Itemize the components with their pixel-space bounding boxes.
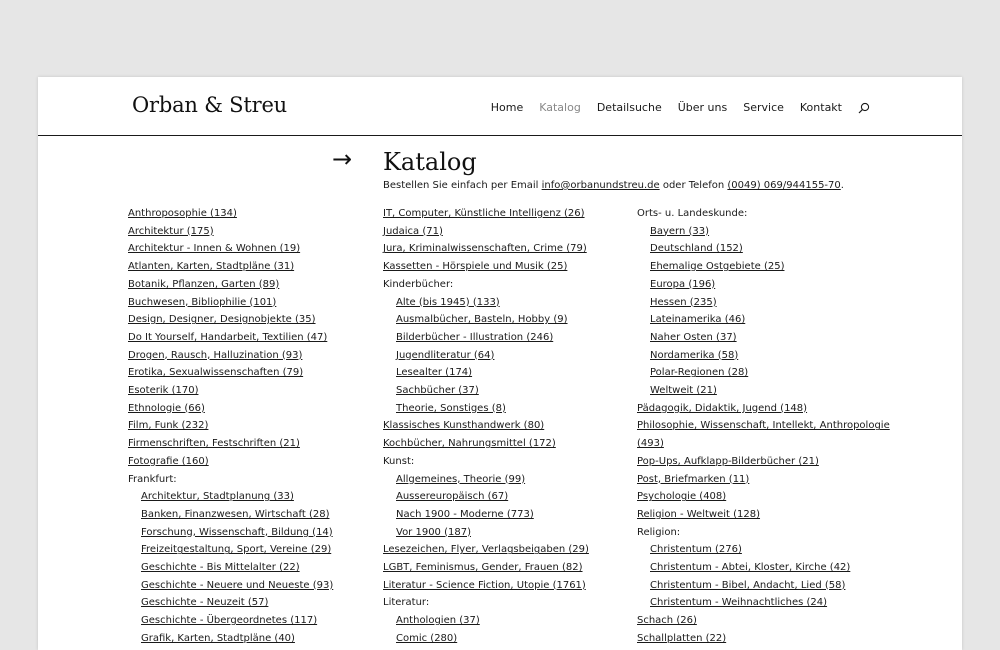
phone-link[interactable]: (0049) 069/944155-70 xyxy=(727,180,841,191)
category-link[interactable]: Deutschland (152) xyxy=(650,243,743,255)
category-item xyxy=(637,488,890,506)
subcategory-item xyxy=(383,612,589,630)
category-link[interactable]: Forschung, Wissenschaft, Bildung (14) xyxy=(141,526,333,538)
category-link[interactable]: Judaica (71) xyxy=(383,225,443,237)
category-link[interactable]: Architektur - Innen & Wohnen (19) xyxy=(128,243,301,255)
category-link[interactable]: Europa (196) xyxy=(650,278,716,290)
category-link[interactable]: Lesealter (174) xyxy=(396,367,473,379)
subcategory-item xyxy=(637,347,890,365)
category-heading: Orts- u. Landeskunde: xyxy=(637,208,748,219)
subcategory-item xyxy=(128,488,333,506)
category-link[interactable]: Freizeitgestaltung, Sport, Vereine (29) xyxy=(141,544,332,556)
category-link[interactable]: Kassetten - Hörspiele und Musik (25) xyxy=(383,261,568,273)
main-nav xyxy=(491,101,870,114)
category-link[interactable]: Theorie, Sonstiges (8) xyxy=(396,402,506,414)
category-item xyxy=(383,541,589,559)
category-item xyxy=(128,329,333,347)
subcategory-item xyxy=(383,294,589,312)
subcategory-item xyxy=(128,559,333,577)
subcategory-item xyxy=(128,506,333,524)
subcategory-item xyxy=(637,294,890,312)
nav-item-home[interactable]: Home xyxy=(490,101,524,114)
category-link[interactable]: Architektur (175) xyxy=(128,225,214,237)
category-item xyxy=(128,311,333,329)
category-link[interactable]: Geschichte - Übergeordnetes (117) xyxy=(141,615,318,627)
category-item xyxy=(637,400,890,418)
category-link[interactable]: Christentum (276) xyxy=(650,544,742,556)
category-column-1 xyxy=(128,205,333,648)
category-link[interactable]: Lesezeichen, Flyer, Verlagsbeigaben (29) xyxy=(383,544,589,556)
category-link[interactable]: Bilderbücher - Illustration (246) xyxy=(396,331,554,343)
category-link[interactable]: Geschichte - Neuere und Neueste (93) xyxy=(141,579,334,591)
category-link[interactable]: IT, Computer, Künstliche Intelligenz (26) xyxy=(383,208,585,219)
subcategory-item xyxy=(383,524,589,542)
category-item xyxy=(383,417,589,435)
subcategory-item xyxy=(383,488,589,506)
arrow-right-icon: → xyxy=(332,145,353,173)
category-link[interactable]: Do It Yourself, Handarbeit, Textilien (47) xyxy=(128,331,328,343)
category-link[interactable]: Comic (280) xyxy=(396,632,458,644)
category-item xyxy=(128,240,333,258)
category-link[interactable]: Hessen (235) xyxy=(650,296,717,308)
search-icon[interactable] xyxy=(858,102,870,114)
category-link[interactable]: Christentum - Abtei, Kloster, Kirche (42) xyxy=(650,562,851,574)
category-link[interactable]: Klassisches Kunsthandwerk (80) xyxy=(383,420,545,432)
category-heading: Kunst: xyxy=(383,455,415,467)
subcategory-item xyxy=(128,594,333,612)
category-link[interactable]: Lateinamerika (46) xyxy=(650,314,746,326)
category-link[interactable]: Architektur, Stadtplanung (33) xyxy=(141,491,294,503)
subcategory-item xyxy=(637,276,890,294)
category-item xyxy=(383,258,589,276)
category-link[interactable]: Post, Briefmarken (11) xyxy=(637,473,750,485)
category-link[interactable]: Religion - Weltweit (128) xyxy=(637,508,761,520)
category-link[interactable]: Naher Osten (37) xyxy=(650,331,737,343)
category-item xyxy=(128,294,333,312)
category-link[interactable]: Esoterik (170) xyxy=(128,385,199,397)
subcategory-item xyxy=(383,471,589,489)
category-link[interactable]: Polar-Regionen (28) xyxy=(650,367,749,379)
category-link[interactable]: Alte (bis 1945) (133) xyxy=(396,296,500,308)
category-item xyxy=(637,453,890,471)
category-column-3 xyxy=(637,205,890,648)
category-column-2 xyxy=(383,205,589,648)
category-link[interactable]: Jugendliteratur (64) xyxy=(396,349,495,361)
category-item xyxy=(383,559,589,577)
category-link[interactable]: LGBT, Feminismus, Gender, Frauen (82) xyxy=(383,562,583,574)
category-item xyxy=(128,453,333,471)
category-link[interactable]: Schach (26) xyxy=(637,615,697,627)
category-item xyxy=(128,223,333,241)
category-link[interactable]: Philosophie, Wissenschaft, Intellekt, Anthropologie xyxy=(637,420,890,432)
category-item xyxy=(637,630,890,648)
category-link[interactable]: Erotika, Sexualwissenschaften (79) xyxy=(128,367,304,379)
subcategory-item xyxy=(383,382,589,400)
category-link[interactable]: Kochbücher, Nahrungsmittel (172) xyxy=(383,438,556,450)
category-link[interactable]: Nach 1900 - Moderne (773) xyxy=(396,508,534,520)
category-item xyxy=(637,612,890,630)
subcategory-item xyxy=(128,524,333,542)
subcategory-item xyxy=(637,559,890,577)
subcategory-item xyxy=(383,630,589,648)
category-item xyxy=(383,240,589,258)
category-item xyxy=(128,382,333,400)
nav-item-detailsuche[interactable]: Detailsuche xyxy=(596,101,662,114)
category-link[interactable]: Geschichte - Bis Mittelalter (22) xyxy=(141,562,300,574)
category-item xyxy=(128,347,333,365)
subcategory-item xyxy=(383,400,589,418)
nav-item-service[interactable]: Service xyxy=(743,101,784,114)
category-link[interactable]: Anthroposophie (134) xyxy=(128,208,237,219)
category-item xyxy=(637,435,890,453)
subcategory-item xyxy=(128,630,333,648)
category-item xyxy=(383,435,589,453)
category-link[interactable]: Sachbücher (37) xyxy=(396,385,479,397)
site-logo[interactable]: Orban & Streu xyxy=(132,93,288,117)
category-link[interactable]: Ehemalige Ostgebiete (25) xyxy=(650,261,785,273)
category-link[interactable]: Anthologien (37) xyxy=(396,615,480,627)
category-link[interactable]: Drogen, Rausch, Halluzination (93) xyxy=(128,349,303,361)
page-container xyxy=(38,77,962,650)
category-item xyxy=(637,471,890,489)
subcategory-item xyxy=(637,329,890,347)
category-link[interactable]: Jura, Kriminalwissenschaften, Crime (79) xyxy=(383,243,587,255)
subcategory-item xyxy=(637,541,890,559)
category-heading: Religion: xyxy=(637,526,681,538)
category-item xyxy=(637,417,890,435)
category-item xyxy=(128,400,333,418)
category-heading: Kinderbücher: xyxy=(383,278,454,290)
subcategory-item xyxy=(383,347,589,365)
category-item xyxy=(383,577,589,595)
subcategory-item xyxy=(128,541,333,559)
category-link[interactable]: Ausmalbücher, Basteln, Hobby (9) xyxy=(396,314,568,326)
category-item xyxy=(128,417,333,435)
intro-suffix: . xyxy=(840,180,844,191)
subcategory-item xyxy=(637,577,890,595)
category-link[interactable]: (493) xyxy=(637,438,664,450)
email-link[interactable]: info@orbanundstreu.de xyxy=(541,180,660,191)
intro-prefix: Bestellen Sie einfach per Email xyxy=(383,180,542,191)
category-link[interactable]: Geschichte - Neuzeit (57) xyxy=(141,597,269,609)
category-link[interactable]: Grafik, Karten, Stadtpläne (40) xyxy=(141,632,295,644)
category-link[interactable]: Aussereuropäisch (67) xyxy=(396,491,509,503)
category-link[interactable]: Pädagogik, Didaktik, Jugend (148) xyxy=(637,402,808,414)
subcategory-item xyxy=(383,329,589,347)
site-header xyxy=(38,77,962,136)
category-link[interactable]: Banken, Finanzwesen, Wirtschaft (28) xyxy=(141,508,330,520)
subcategory-item xyxy=(383,506,589,524)
nav-item-kontakt[interactable]: Kontakt xyxy=(799,101,842,114)
category-link[interactable]: Firmenschriften, Festschriften (21) xyxy=(128,438,300,450)
category-item xyxy=(383,223,589,241)
category-link[interactable]: Christentum - Weihnachtliches (24) xyxy=(650,597,828,609)
category-link[interactable]: Literatur - Science Fiction, Utopie (1761) xyxy=(383,579,586,591)
category-link[interactable]: Fotografie (160) xyxy=(128,455,209,467)
category-link[interactable]: Allgemeines, Theorie (99) xyxy=(396,473,526,485)
category-item xyxy=(128,276,333,294)
category-link[interactable]: Psychologie (408) xyxy=(637,491,727,503)
category-item xyxy=(128,435,333,453)
category-item xyxy=(128,364,333,382)
category-item xyxy=(128,205,333,223)
page-title: Katalog xyxy=(383,148,477,176)
category-link[interactable]: Vor 1900 (187) xyxy=(396,526,471,538)
category-link[interactable]: Ethnologie (66) xyxy=(128,402,205,414)
category-link[interactable]: Design, Designer, Designobjekte (35) xyxy=(128,314,316,326)
subcategory-item xyxy=(383,364,589,382)
subcategory-item xyxy=(637,258,890,276)
category-link[interactable]: Buchwesen, Bibliophilie (101) xyxy=(128,296,277,308)
category-item xyxy=(383,205,589,223)
category-heading: Frankfurt: xyxy=(128,473,177,485)
subcategory-item xyxy=(383,311,589,329)
category-link[interactable]: Pop-Ups, Aufklapp-Bilderbücher (21) xyxy=(637,455,819,467)
category-heading: Literatur: xyxy=(383,597,430,609)
category-link[interactable]: Botanik, Pflanzen, Garten (89) xyxy=(128,278,280,290)
category-link[interactable]: Bayern (33) xyxy=(650,225,710,237)
subcategory-item xyxy=(637,364,890,382)
category-link[interactable]: Schallplatten (22) xyxy=(637,632,727,644)
intro-text xyxy=(383,180,844,191)
nav-item-katalog[interactable]: Katalog xyxy=(539,101,581,114)
subcategory-item xyxy=(637,382,890,400)
category-link[interactable]: Atlanten, Karten, Stadtpläne (31) xyxy=(128,261,295,273)
category-item xyxy=(128,258,333,276)
subcategory-item xyxy=(637,311,890,329)
subcategory-item xyxy=(637,223,890,241)
category-link[interactable]: Film, Funk (232) xyxy=(128,420,209,432)
category-link[interactable]: Weltweit (21) xyxy=(650,385,717,397)
category-link[interactable]: Christentum - Bibel, Andacht, Lied (58) xyxy=(650,579,846,591)
category-item xyxy=(637,506,890,524)
nav-item-ueber-uns[interactable]: Über uns xyxy=(677,101,728,114)
intro-middle: oder Telefon xyxy=(659,180,728,191)
subcategory-item xyxy=(128,577,333,595)
category-link[interactable]: Nordamerika (58) xyxy=(650,349,739,361)
subcategory-item xyxy=(637,594,890,612)
subcategory-item xyxy=(128,612,333,630)
subcategory-item xyxy=(637,240,890,258)
